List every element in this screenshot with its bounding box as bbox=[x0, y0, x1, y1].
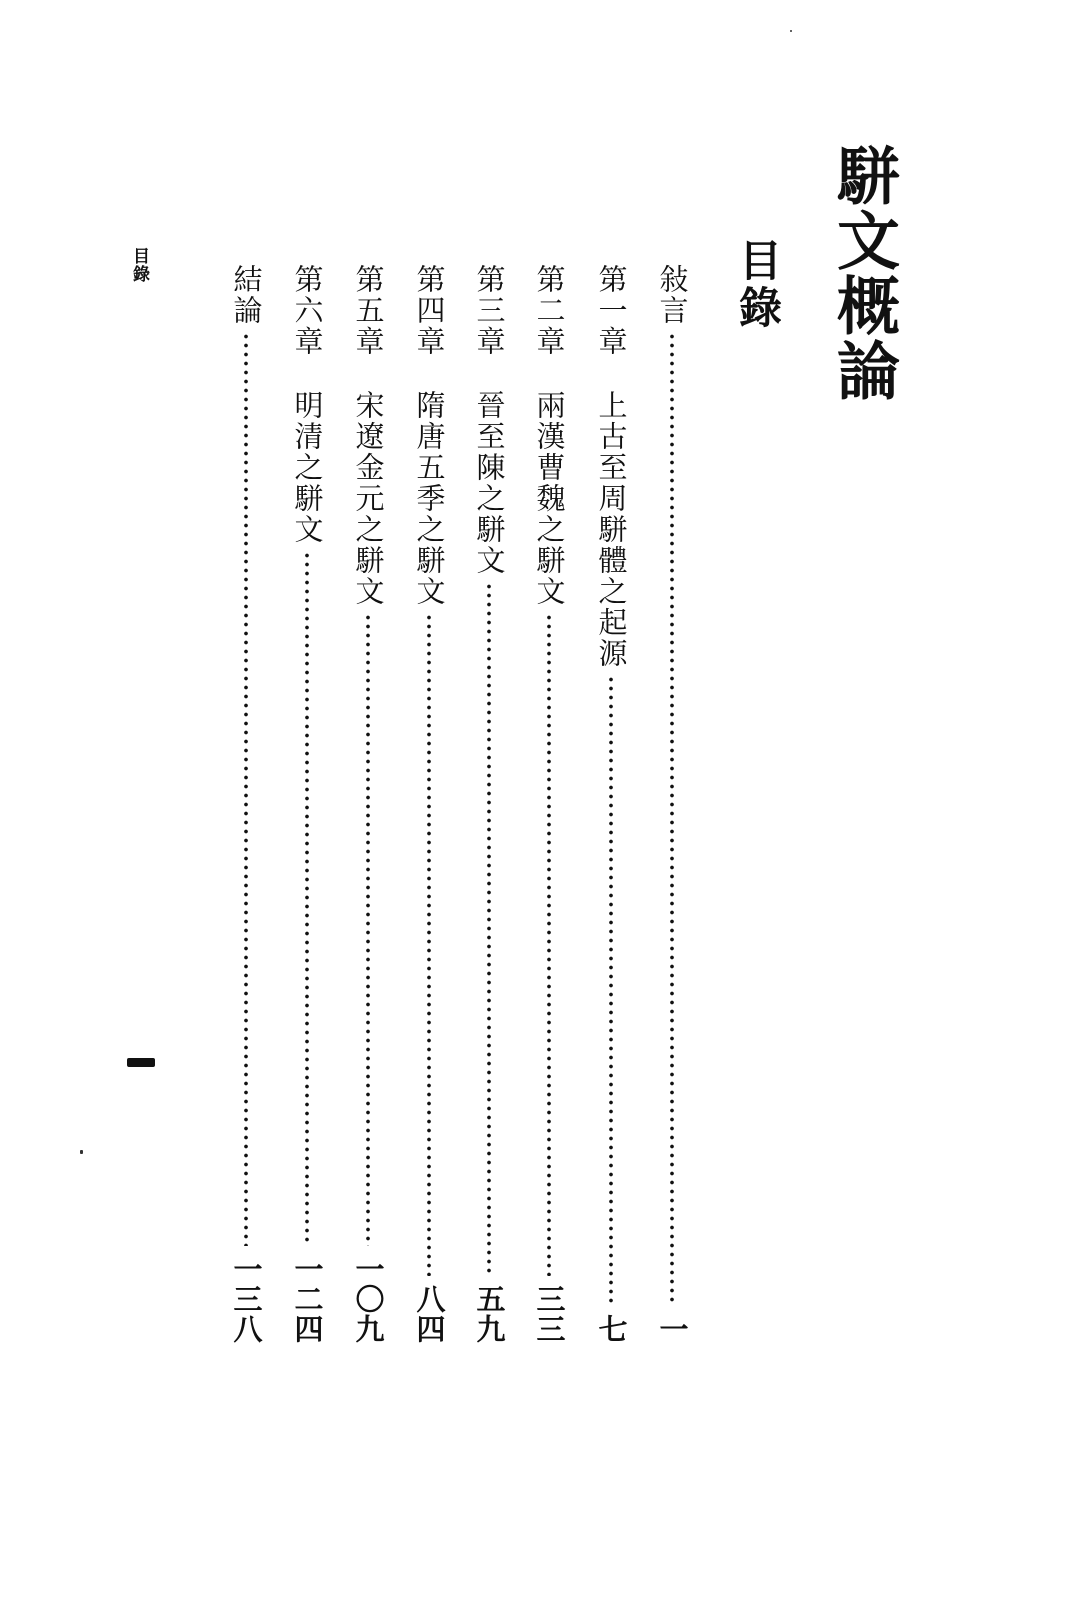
folio-page-number bbox=[127, 1058, 155, 1067]
book-title: 駢文概論 bbox=[827, 143, 901, 403]
toc-chapter-name: 明清之駢文 bbox=[290, 390, 325, 545]
toc-page-number: 七 bbox=[594, 1314, 629, 1344]
toc-chapter-name: 隋唐五季之駢文 bbox=[412, 390, 447, 607]
leader-dots bbox=[304, 551, 310, 1246]
toc-chapter-name: 上古至周駢體之起源 bbox=[594, 390, 629, 669]
leader-dots bbox=[426, 613, 432, 1276]
toc-entry-conclusion[interactable] bbox=[227, 264, 265, 1344]
toc-page-number: 一 bbox=[655, 1314, 690, 1344]
toc-chapter-label: 第五章 bbox=[351, 264, 386, 357]
toc-page-number: 一三八 bbox=[229, 1254, 264, 1344]
toc-chapter-label: 第二章 bbox=[532, 264, 567, 357]
toc-chapter-label: 第三章 bbox=[472, 264, 507, 357]
toc-chapter-label: 第一章 bbox=[594, 264, 629, 357]
toc-entry-chapter-1[interactable] bbox=[592, 264, 630, 1344]
toc-chapter-label: 敍言 bbox=[655, 264, 690, 326]
toc-chapter-name: 宋遼金元之駢文 bbox=[351, 390, 386, 607]
toc-page-number: 八四 bbox=[412, 1284, 447, 1344]
toc-entry-chapter-4[interactable] bbox=[410, 264, 448, 1344]
toc-entry-preface[interactable] bbox=[653, 264, 691, 1344]
toc-entry-chapter-6[interactable] bbox=[288, 264, 326, 1344]
toc-chapter-label: 第六章 bbox=[290, 264, 325, 357]
toc-chapter-label: 第四章 bbox=[412, 264, 447, 357]
toc-chapter-label: 結論 bbox=[229, 264, 264, 326]
toc-page-number: 一二四 bbox=[290, 1254, 325, 1344]
leader-dots bbox=[243, 332, 249, 1246]
scan-speck bbox=[790, 30, 792, 32]
scan-speck bbox=[80, 1150, 83, 1154]
toc-heading: 目錄 bbox=[732, 238, 782, 332]
toc-chapter-name: 晉至陳之駢文 bbox=[472, 390, 507, 576]
toc-page-number: 三三 bbox=[532, 1284, 567, 1344]
toc-page-number: 五九 bbox=[472, 1284, 507, 1344]
leader-dots bbox=[486, 582, 492, 1276]
leader-dots bbox=[546, 613, 552, 1276]
leader-dots bbox=[365, 613, 371, 1246]
running-head: 目錄 bbox=[129, 247, 149, 283]
toc-page-number: 一〇九 bbox=[351, 1254, 386, 1344]
toc-entry-chapter-3[interactable] bbox=[470, 264, 508, 1344]
toc-entry-chapter-2[interactable] bbox=[530, 264, 568, 1344]
toc-chapter-name: 兩漢曹魏之駢文 bbox=[532, 390, 567, 607]
leader-dots bbox=[608, 675, 614, 1306]
leader-dots bbox=[669, 332, 675, 1306]
toc-entry-chapter-5[interactable] bbox=[349, 264, 387, 1344]
